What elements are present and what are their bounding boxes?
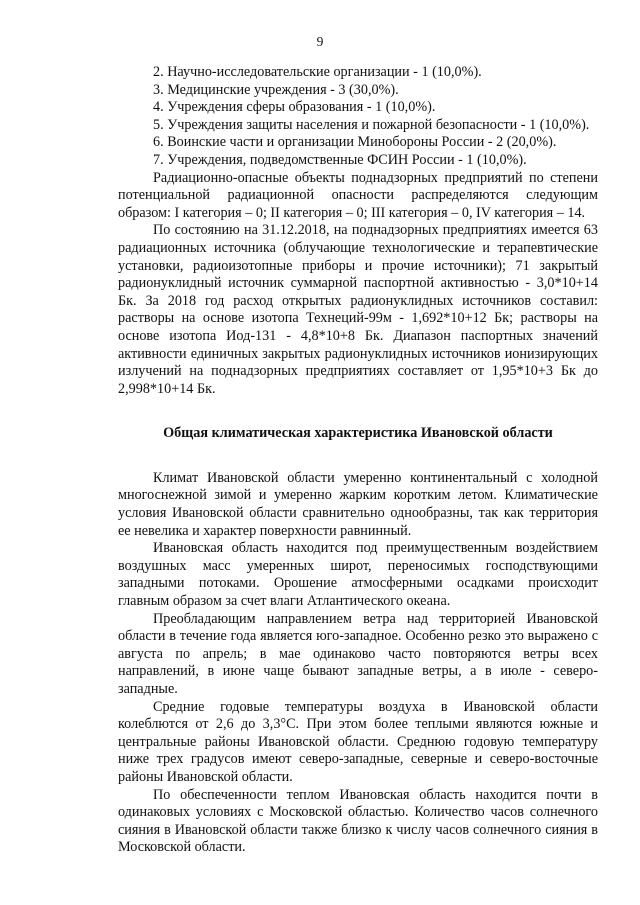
paragraph-climate-overview: Климат Ивановской области умеренно континентальный с холодной многоснежной зимой и умеренно жарким коротким летом. Климатические условия Ивановской области сравнительно однообразны, так как территория ее невелика и характер поверхности равнинный. bbox=[118, 469, 598, 539]
list-item: 4. Учреждения сферы образования - 1 (10,0%). bbox=[153, 99, 436, 116]
list-item: 5. Учреждения защиты населения и пожарной безопасности - 1 (10,0%). bbox=[153, 116, 590, 133]
paragraph-temperature: Средние годовые температуры воздуха в Ивановской области колеблются от 2,6 до 3,3°С. При этом более теплыми являются южные и центральные районы Ивановской области. Среднюю годовую температуру ниже трех градусов имеют северо-западные, северные и северо-восточные районы Ивановской области. bbox=[118, 698, 598, 785]
paragraph-hazard-categories: Радиационно-опасные объекты поднадзорных предприятий по степени потенциальной радиационной опасности распределяются следующим образом: I категория – 0; II категория – 0; III категория – 0, IV категория – 14. bbox=[118, 169, 598, 221]
paragraph-air-masses: Ивановская область находится под преимущественным воздействием воздушных масс умеренных широт, переносимых господствующими западными потоками. Орошение атмосферными осадками происходит главным образом за счет влаги Атлантического океана. bbox=[118, 540, 598, 610]
list-item: 6. Воинские части и организации Минобороны России - 2 (20,0%). bbox=[153, 134, 557, 151]
paragraph-sunshine: По обеспеченности теплом Ивановская область находится почти в одинаковых условиях с Московской областью. Количество часов солнечного сияния в Ивановской области также близко к числу часов солнечного сияния в Московской области. bbox=[118, 786, 598, 856]
paragraph-wind-direction: Преобладающим направлением ветра над территорией Ивановской области в течение года является юго-западное. Особенно резко это выражено с августа по апрель; в мае одинаково часто повторяются ветры всех направлений, в июне чаще бывают западные ветры, а в июле - северо-западные. bbox=[118, 610, 598, 697]
list-item: 2. Научно-исследовательские организации - 1 (10,0%). bbox=[153, 64, 482, 80]
section-title: Общая климатическая характеристика Ивановской области bbox=[163, 425, 553, 442]
list-item: 7. Учреждения, подведомственные ФСИН России - 1 (10,0%). bbox=[153, 151, 527, 168]
list-item: 3. Медицинские учреждения - 3 (30,0%). bbox=[153, 81, 399, 98]
category-list bbox=[118, 64, 598, 170]
page-number: 9 bbox=[316, 34, 324, 49]
page-content bbox=[118, 64, 598, 857]
paragraph-radiation-sources: По состоянию на 31.12.2018, на поднадзорных предприятиях имеется 63 радиационных источника (облучающие технологические и терапевтические установки, радиоизотопные приборы и прочие источники); 71 закрытый радионуклидный источник суммарной паспортной активностью - 3,0*10+14 Бк. За 2018 год расход открытых радионуклидных источников составил: растворы на основе изотопа Технеций-99м - 1,692*10+12 Бк; растворы на основе изотопа Иод-131 - 4,8*10+8 Бк. Диапазон паспортных значений активности единичных закрытых радионуклидных источников ионизирующих излучений на поднадзорных предприятиях составляет от 1,95*10+3 Бк до 2,998*10+14 Бк. bbox=[118, 222, 598, 397]
